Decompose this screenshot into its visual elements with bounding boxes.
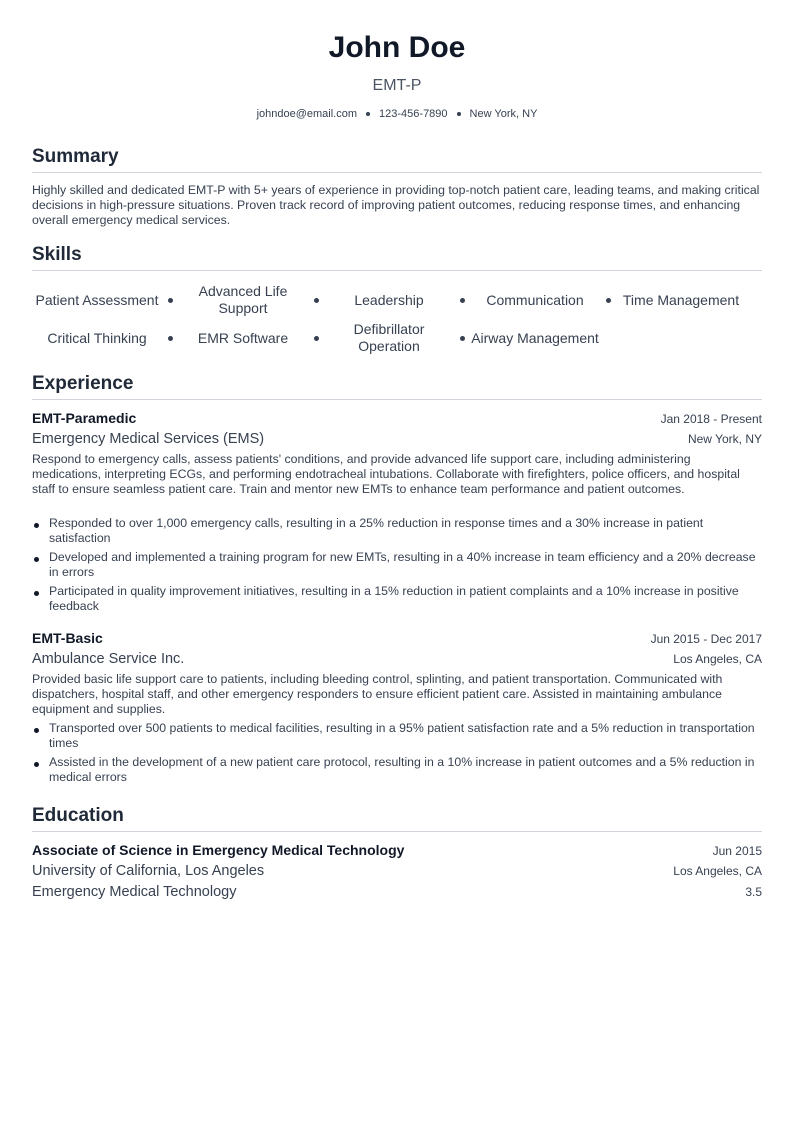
- bullet-icon: [34, 557, 39, 562]
- job-description: Respond to emergency calls, assess patients' conditions, and provide advanced life support care, including administering medications, interpreting ECGs, and performing endotracheal intubations. Collaborate with firefighters, police officers, and hospital staff to ensure seamless patient care. Train and mentor new EMTs to enhance team performance and patient outcomes.: [32, 452, 740, 496]
- bullet-icon: [34, 762, 39, 767]
- job-company: Ambulance Service Inc.: [32, 651, 185, 667]
- contact-location: New York, NY: [469, 108, 538, 120]
- job-org-row: [32, 651, 762, 667]
- contact-line: [32, 108, 762, 120]
- skill-separator: [308, 336, 324, 341]
- education-school-row: [32, 863, 762, 879]
- job-header: [32, 410, 762, 426]
- skill-item: Critical Thinking: [47, 329, 147, 346]
- education-field-row: [32, 884, 762, 900]
- school-name: University of California, Los Angeles: [32, 863, 265, 879]
- job-achievements: [32, 721, 762, 789]
- skills-grid: [32, 281, 762, 357]
- separator-dot: [457, 112, 461, 116]
- field-of-study: Emergency Medical Technology: [32, 884, 237, 900]
- skills-row: [32, 319, 762, 357]
- skill-separator: [308, 298, 324, 303]
- bullet-text: Responded to over 1,000 emergency calls, resulting in a 25% reduction in response times and a 30% increase in patient satisfaction: [49, 516, 704, 545]
- bullet-icon: [34, 728, 39, 733]
- skill-item: Leadership: [354, 291, 424, 308]
- education-header: [32, 842, 762, 858]
- job-title: EMT-Paramedic: [32, 410, 137, 426]
- bullet-text: Developed and implemented a training program for new EMTs, resulting in a 40% increase in team efficiency and a 20% decrease in errors: [49, 550, 756, 579]
- candidate-title: EMT-P: [372, 77, 422, 94]
- skill-item: Communication: [486, 291, 584, 308]
- candidate-name: John Doe: [328, 31, 466, 64]
- skill-item: EMR Software: [197, 329, 289, 346]
- skill-item: Defibrillator Operation: [353, 321, 425, 354]
- list-item: [32, 584, 762, 614]
- bullet-text: Assisted in the development of a new patient care protocol, resulting in a 10% increase in patient outcomes and a 5% reduction in medical errors: [49, 755, 755, 784]
- education-heading: Education: [32, 805, 762, 832]
- bullet-text: Participated in quality improvement initiatives, resulting in a 15% reduction in patient complaints and a 10% increase in positive feedback: [49, 584, 739, 613]
- contact-phone[interactable]: 123-456-7890: [379, 108, 448, 120]
- job-header: [32, 630, 762, 646]
- contact-email[interactable]: johndoe@email.com: [256, 108, 358, 120]
- skill-separator: [454, 298, 470, 303]
- job-description: Provided basic life support care to patients, including bleeding control, splinting, and patient transportation. Communicated with dispatchers, hospital staff, and other emergency responders to ensure efficient patient care. Assisted in maintaining ambulance equipment and supplies.: [32, 672, 723, 716]
- job-location: New York, NY: [687, 432, 762, 446]
- school-location: Los Angeles, CA: [673, 864, 762, 878]
- bullet-icon: [34, 591, 39, 596]
- list-item: [32, 755, 762, 785]
- list-item: [32, 550, 762, 580]
- summary-text: Highly skilled and dedicated EMT-P with 5+ years of experience in providing top-notch patient care, leading teams, and making critical decisions in high-pressure situations. Proven track record of improving patient outcomes, reducing response times, and enhancing overall emergency medical services.: [32, 183, 760, 227]
- bullet-text: Transported over 500 patients to medical facilities, resulting in a 95% patient satisfaction rate and a 5% reduction in transportation times: [49, 721, 755, 750]
- skill-item: Advanced Life Support: [198, 283, 288, 316]
- skill-item: Time Management: [622, 291, 740, 308]
- skill-separator: [600, 298, 616, 303]
- summary-heading: Summary: [32, 146, 762, 173]
- skill-separator: [162, 298, 178, 303]
- degree: Associate of Science in Emergency Medical Technology: [32, 842, 405, 858]
- skill-separator: [454, 336, 470, 341]
- job-title: EMT-Basic: [32, 630, 103, 646]
- list-item: [32, 721, 762, 751]
- job-location: Los Angeles, CA: [673, 652, 762, 666]
- skill-separator: [162, 336, 178, 341]
- separator-dot: [366, 112, 370, 116]
- job-date: Jun 2015 - Dec 2017: [650, 632, 762, 646]
- gpa: 3.5: [745, 885, 762, 899]
- job-org-row: [32, 431, 762, 447]
- experience-heading: Experience: [32, 373, 762, 400]
- skills-heading: Skills: [32, 244, 762, 271]
- graduation-date: Jun 2015: [712, 844, 762, 858]
- skill-item: Patient Assessment: [35, 291, 159, 308]
- job-achievements: [32, 516, 762, 618]
- skills-row: [32, 281, 762, 319]
- job-date: Jan 2018 - Present: [660, 412, 762, 426]
- job-company: Emergency Medical Services (EMS): [32, 431, 265, 447]
- skill-item: Airway Management: [471, 329, 599, 346]
- bullet-icon: [34, 523, 39, 528]
- list-item: [32, 516, 762, 546]
